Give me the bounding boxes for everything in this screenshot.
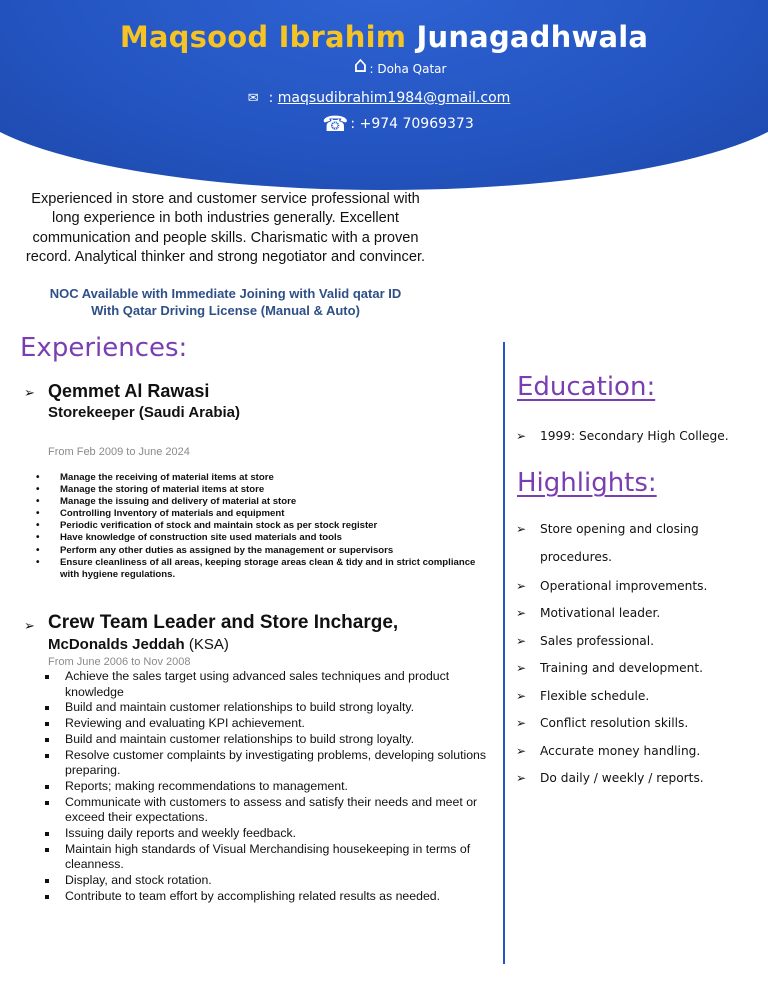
- list-item: Contribute to team effort by accomplishing related results as needed.: [44, 889, 494, 905]
- list-item: • Periodic verification of stock and maintain stock as per stock register: [36, 520, 496, 532]
- arrow-bullet-icon: ➢: [516, 606, 527, 620]
- location-text: : Doha Qatar: [369, 62, 447, 76]
- list-item: • Manage the receiving of material items at store: [36, 472, 496, 484]
- education-list: [516, 429, 756, 443]
- list-item: Display, and stock rotation.: [44, 873, 494, 889]
- list-item: Build and maintain customer relationships to build strong loyalty.: [44, 732, 494, 748]
- list-item: ➢ 1999: Secondary High College.: [516, 429, 729, 443]
- job2-duties: [44, 669, 494, 905]
- job1-role: Storekeeper (Saudi Arabia): [48, 404, 241, 421]
- arrow-bullet-icon: ➢: [516, 429, 527, 443]
- list-item: ➢ Store opening and closing: [516, 522, 699, 536]
- arrow-bullet-icon: ➢: [516, 771, 527, 785]
- job1-arrow-icon: ➢: [24, 385, 35, 400]
- list-item: Maintain high standards of Visual Merchandising housekeeping in terms of cleanness.: [44, 842, 494, 873]
- job2-title: Crew Team Leader and Store Incharge,: [48, 612, 399, 633]
- education-heading: Education:: [517, 372, 656, 402]
- list-item: ➢ Do daily / weekly / reports.: [516, 771, 704, 785]
- job2-arrow-icon: ➢: [24, 618, 35, 633]
- list-item: ➢ Operational improvements.: [516, 578, 708, 593]
- email-prefix: :: [268, 90, 274, 106]
- job2-dates: From June 2006 to Nov 2008: [48, 656, 191, 668]
- highlights-heading: Highlights:: [517, 468, 657, 498]
- noc-note: [18, 285, 433, 319]
- phone-text: : +974 70969373: [350, 116, 474, 132]
- list-item: ➢ Training and development.: [516, 661, 704, 675]
- mail-icon: ✉: [247, 90, 259, 106]
- job2-country: (KSA): [188, 636, 229, 653]
- arrow-bullet-icon: ➢: [516, 716, 527, 730]
- last-name: Junagadhwala: [416, 20, 649, 54]
- list-item: ➢ Motivational leader.: [516, 606, 661, 620]
- arrow-bullet-icon: ➢: [516, 578, 527, 593]
- contact-email: [0, 90, 768, 106]
- list-item: • Manage the issuing and delivery of material at store: [36, 496, 496, 508]
- email-link[interactable]: maqsudibrahim1984@gmail.com: [277, 90, 511, 106]
- list-item: procedures.: [540, 549, 613, 564]
- job2-employer: [48, 636, 229, 653]
- list-item: • Controlling Inventory of materials and equipment: [36, 508, 496, 520]
- column-divider: [503, 342, 505, 964]
- list-item: • Manage the storing of material items at store: [36, 484, 496, 496]
- list-item: • Perform any other duties as assigned by the management or supervisors: [36, 545, 496, 557]
- list-item: Resolve customer complaints by investigating problems, developing solutions preparing.: [44, 748, 494, 779]
- list-item: Communicate with customers to assess and satisfy their needs and meet or exceed their expectations.: [44, 795, 494, 826]
- list-item: Issuing daily reports and weekly feedback.: [44, 826, 494, 842]
- job2-company: McDonalds Jeddah: [48, 636, 185, 653]
- list-item: ➢ Sales professional.: [516, 633, 655, 648]
- list-item: Reviewing and evaluating KPI achievement.: [44, 716, 494, 732]
- arrow-bullet-icon: ➢: [516, 522, 527, 536]
- list-item: ➢ Conflict resolution skills.: [516, 716, 689, 730]
- highlights-list: [516, 522, 756, 799]
- profile-summary: Experienced in store and customer service professional with long experience in both industries generally. Excellent communication and people skills. Charismatic with a proven record. Analytical thinker and strong negotiator and convincer.: [25, 191, 426, 265]
- arrow-bullet-icon: ➢: [516, 688, 527, 703]
- list-item: Achieve the sales target using advanced sales techniques and product knowledge: [44, 669, 494, 700]
- candidate-name: [0, 20, 768, 54]
- list-item: Reports; making recommendations to management.: [44, 779, 494, 795]
- home-icon: ⌂: [353, 53, 368, 78]
- noc-line-1: NOC Available with Immediate Joining with Valid qatar ID: [49, 286, 402, 301]
- phone-icon: ☎: [322, 112, 349, 136]
- arrow-bullet-icon: ➢: [516, 743, 527, 758]
- contact-location: [0, 53, 768, 82]
- list-item: • Ensure cleanliness of all areas, keeping storage areas clean & tidy and in strict compliance with hygiene regulations.: [36, 557, 496, 581]
- job1-dates: From Feb 2009 to June 2024: [48, 446, 190, 458]
- first-names: Maqsood Ibrahim: [119, 20, 407, 54]
- arrow-bullet-icon: ➢: [516, 661, 527, 675]
- experiences-heading: Experiences:: [20, 333, 188, 363]
- contact-phone: [0, 112, 768, 136]
- arrow-bullet-icon: ➢: [516, 633, 527, 648]
- job1-company: Qemmet Al Rawasi: [48, 381, 210, 401]
- list-item: Build and maintain customer relationships to build strong loyalty.: [44, 700, 494, 716]
- list-item: ➢ Flexible schedule.: [516, 688, 650, 703]
- list-item: • Have knowledge of construction site used materials and tools: [36, 532, 496, 544]
- list-item: ➢ Accurate money handling.: [516, 743, 701, 758]
- job1-duties: [36, 472, 496, 581]
- noc-line-2: With Qatar Driving License (Manual & Auto): [91, 303, 360, 318]
